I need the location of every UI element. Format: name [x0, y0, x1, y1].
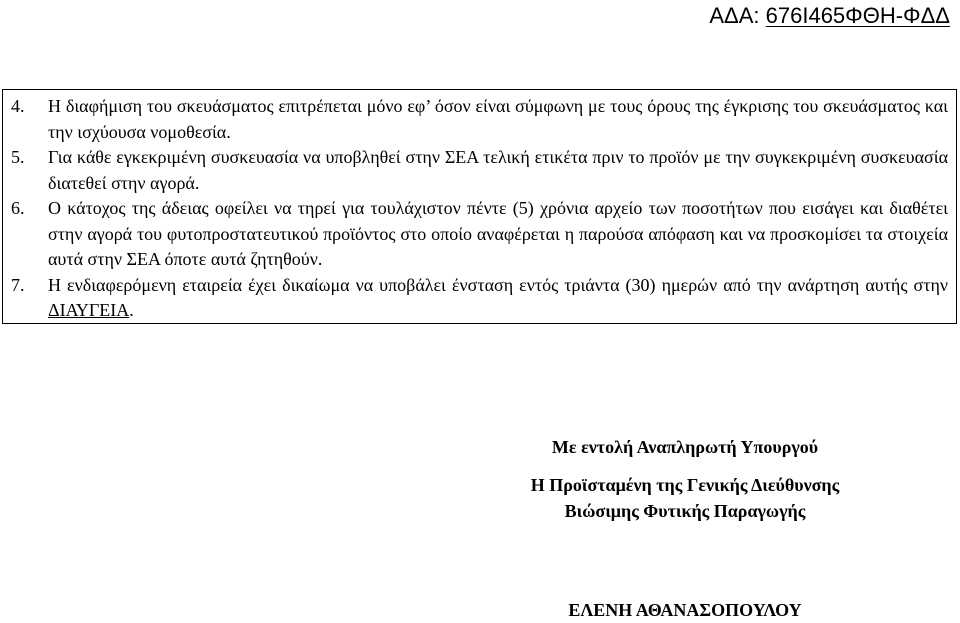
- term-text-after: .: [129, 300, 134, 320]
- signature-order-line: Με εντολή Αναπληρωτή Υπουργού: [551, 437, 819, 457]
- term-number: 7.: [11, 274, 25, 295]
- term-text: Για κάθε εγκεκριμένη συσκευασία να υποβληθεί στην ΣΕΑ τελική ετικέτα πριν το προϊόν με την συγκεκριμένη συσκευασία διατεθεί στην αγορά.: [48, 147, 948, 193]
- decision-terms-box: [2, 89, 957, 324]
- term-item-4: [11, 94, 948, 145]
- ada-value: 676Ι465ΦΘΗ-ΦΔΔ: [765, 3, 950, 28]
- term-item-5: [11, 145, 948, 196]
- term-number: 5.: [11, 147, 25, 167]
- term-item-7: [11, 273, 948, 324]
- term-text: Η διαφήμιση του σκευάσματος επιτρέπεται μόνο εφ’ όσον είναι σύμφωνη με τους όρους της έγκρισης του σκευάσματος και την ισχύουσα νομοθεσία.: [48, 96, 948, 142]
- term-number: 4.: [11, 96, 25, 116]
- term-text: Ο κάτοχος της άδειας οφείλει να τηρεί για τουλάχιστον πέντε (5) χρόνια αρχείο των ποσοτήτων που εισάγει και διαθέτει στην αγορά του φυτοπροστατευτικού προϊόντος στο οποίο αναφέρεται η παρούσα απόφαση και να προσκομίσει τα στοιχεία αυτά στην ΣΕΑ όποτε αυτά ζητηθούν.: [48, 198, 948, 269]
- term-item-6: [11, 196, 948, 273]
- signatory-name: ΕΛΕΝΗ ΑΘΑΝΑΣΟΠΟΥΛΟΥ: [568, 600, 802, 620]
- signature-position-line-1: Η Προϊσταμένη της Γενικής Διεύθυνσης: [530, 475, 840, 495]
- term-number: 6.: [11, 198, 25, 218]
- term-text-before: Η ενδιαφερόμενη εταιρεία έχει δικαίωμα να υποβάλει ένσταση εντός τριάντα (30) ημερών από την ανάρτηση αυτής στην: [48, 274, 948, 295]
- ada-label: ΑΔΑ:: [709, 3, 760, 28]
- diavgeia-reference: ΔΙΑΥΓΕΙΑ: [48, 300, 130, 320]
- signature-position-line-2: Βιώσιμης Φυτικής Παραγωγής: [564, 501, 806, 521]
- ada-identifier: [709, 2, 950, 30]
- term-text: [48, 273, 948, 324]
